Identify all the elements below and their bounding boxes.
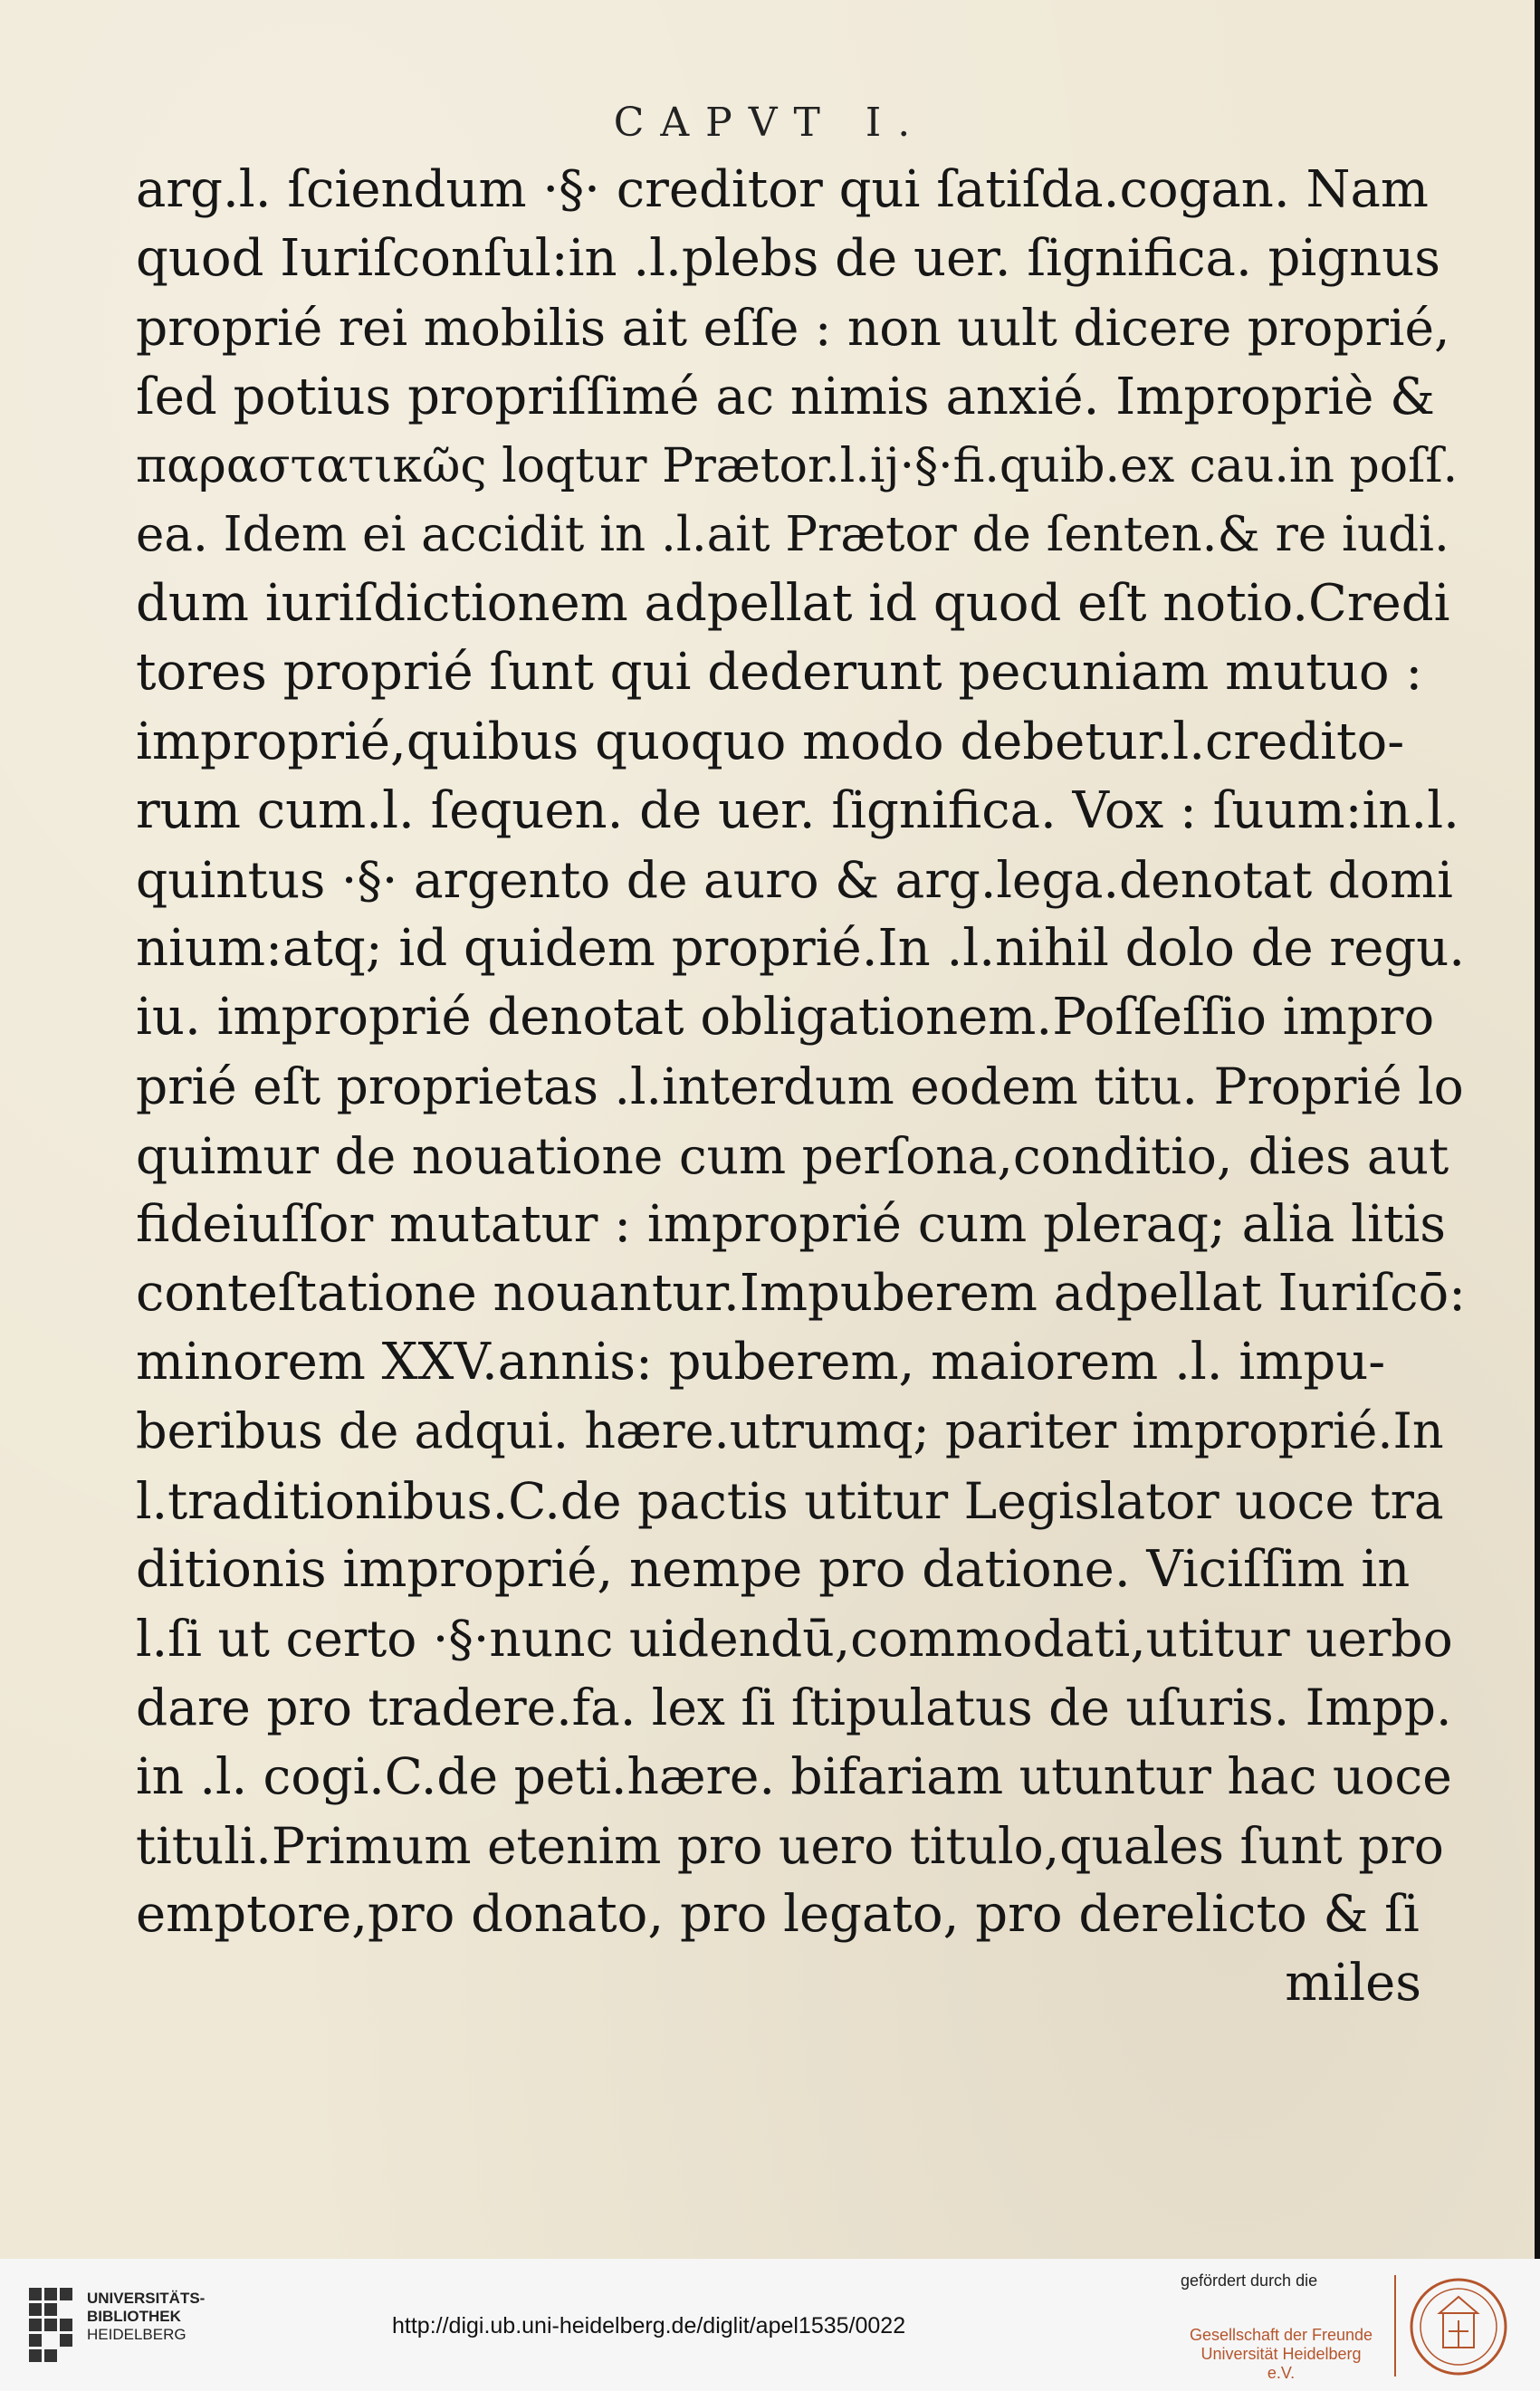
text-line: dare pro tradere.fa. lex ſi ſtipulatus de uſuris. Impp. <box>136 1678 1452 1737</box>
text-line: conteſtatione nouantur.Impuberem adpellat Iuriſcō: <box>136 1264 1467 1323</box>
running-header: CAPVT I. <box>613 100 927 146</box>
library-name-line3: HEIDELBERG <box>87 2326 187 2343</box>
library-name-line1: UNIVERSITÄTS- <box>87 2290 206 2307</box>
text-line: prié eſt proprietas .l.interdum eodem titu. Proprié lo <box>136 1057 1464 1116</box>
footer-bar <box>0 2259 1540 2391</box>
text-line: in .l. cogi.C.de peti.hære. bifariam utuntur hac uoce <box>136 1747 1452 1806</box>
text-line: miles <box>1285 1953 1421 2013</box>
text-line: tituli.Primum etenim pro uero titulo,quales ſunt pro <box>136 1816 1444 1875</box>
text-line: quimur de nouatione cum perſona,conditio, dies aut <box>136 1126 1449 1185</box>
library-name-line2: BIBLIOTHEK <box>87 2308 181 2325</box>
text-line: improprié,quibus quoquo modo debetur.l.credito- <box>136 712 1405 771</box>
text-line: proprié rei mobilis ait eſſe : non uult dicere proprié, <box>136 299 1450 358</box>
sponsor-label: gefördert durch die <box>1181 2271 1318 2290</box>
permalink-url[interactable]: http://digi.ub.uni-heidelberg.de/diglit/apel1535/0022 <box>392 2313 906 2338</box>
text-line: minorem XXV.annis: puberem, maiorem .l. impu- <box>136 1333 1386 1392</box>
text-line: fideiuſſor mutatur : improprié cum pleraq; alia litis <box>136 1194 1447 1254</box>
sponsor-name-line1: Gesellschaft der Freunde <box>1189 2326 1373 2344</box>
text-line: παραστατικῶς loqtur Prætor.l.ij·§·fi.quib.ex cau.in poſſ. <box>136 438 1459 493</box>
text-line: emptore,pro donato, pro legato, pro derelicto & ſi <box>136 1884 1420 1944</box>
text-line: nium:atq; id quidem proprié.In .l.nihil dolo de regu. <box>136 919 1466 979</box>
university-seal-icon <box>1409 2277 1508 2377</box>
page-edge <box>1535 0 1540 2259</box>
text-line: ſed potius propriſſimé ac nimis anxié. Impropriè & <box>136 367 1435 426</box>
sponsor-name <box>1186 2326 1376 2383</box>
footer-divider <box>1394 2275 1396 2377</box>
body-text <box>136 156 1467 2018</box>
text-line: beribus de adqui. hære.utrumq; pariter improprié.In <box>136 1402 1444 1460</box>
text-line: l.traditionibus.C.de pactis utitur Legislator uoce tra <box>136 1471 1444 1530</box>
library-name <box>87 2290 205 2344</box>
library-logo-icon <box>27 2286 74 2364</box>
text-line: dum iuriſdictionem adpellat id quod eſt notio.Credi <box>136 574 1450 634</box>
text-line: quintus ·§· argento de auro & arg.lega.denotat domi <box>136 850 1453 909</box>
text-line: ea. Idem ei accidit in .l.ait Prætor de ſenten.& re iudi. <box>136 506 1449 562</box>
text-line: iu. improprié denotat obligationem.Poſſeſſio impro <box>136 988 1435 1047</box>
text-line: tores proprié ſunt qui dederunt pecuniam mutuo : <box>136 643 1423 703</box>
text-line: arg.l. ſciendum ·§· creditor qui ſatiſda.cogan. Nam <box>136 160 1429 219</box>
text-line: rum cum.l. ſequen. de uer. ſignifica. Vox : ſuum:in.l. <box>136 780 1459 840</box>
text-line: ditionis improprié, nempe pro datione. Viciſſim in <box>136 1539 1411 1599</box>
text-line: quod Iuriſconſul:in .l.plebs de uer. ſignifica. pignus <box>136 229 1441 289</box>
sponsor-name-line2: Universität Heidelberg e.V. <box>1200 2345 1362 2382</box>
text-line: l.ſi ut certo ·§·nunc uidendū,commodati,utitur uerbo <box>136 1609 1453 1668</box>
